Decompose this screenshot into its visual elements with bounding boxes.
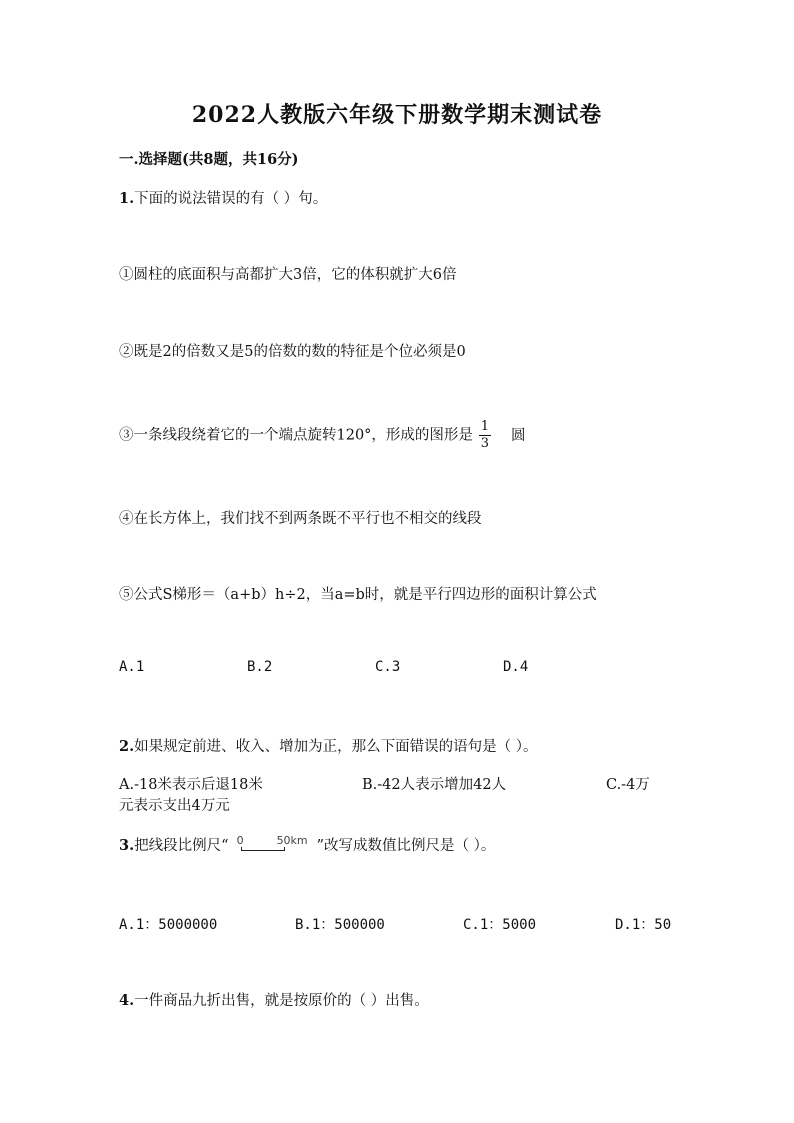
question-1-statement-1: ①圆柱的底面积与高都扩大3倍，它的体积就扩大6倍	[119, 267, 457, 283]
question-3-option-d[interactable]: D.1：50	[615, 917, 672, 933]
question-4-number: 4.	[119, 992, 135, 1009]
line-scale-figure	[231, 833, 315, 859]
question-2-text: 如果规定前进、收入、增加为正，那么下面错误的语句是（ ）。	[134, 739, 538, 755]
fraction-numerator: 1	[480, 419, 490, 434]
fraction-denominator: 3	[480, 436, 490, 451]
question-1-option-d[interactable]: D.4	[503, 659, 529, 675]
section-heading: 一.选择题(共8题，共16分)	[119, 151, 299, 168]
scale-tick-end	[284, 847, 285, 851]
scale-line	[241, 850, 285, 851]
question-1-statement-4: ④在长方体上，我们找不到两条既不平行也不相交的线段	[119, 511, 482, 527]
fraction-one-third	[479, 420, 491, 451]
statement-3-text: ③一条线段绕着它的一个端点旋转120°，形成的图形是	[119, 427, 473, 444]
question-1-text: 下面的说法错误的有（ ）句。	[134, 191, 328, 207]
question-1-number: 1.	[119, 190, 135, 207]
question-1-statement-3	[119, 420, 525, 451]
question-3-stem	[119, 833, 495, 859]
question-2-option-b[interactable]: B.-42人表示增加42人	[362, 777, 507, 793]
scale-end-label: 50km	[276, 834, 308, 847]
question-3-text-after: ”改写成数值比例尺是（ ）。	[316, 838, 496, 854]
question-1-stem	[119, 187, 327, 208]
question-2-option-c[interactable]: C.-4万	[606, 777, 650, 793]
question-4-text: 一件商品九折出售，就是按原价的（ ）出售。	[134, 993, 429, 1009]
question-3-option-b[interactable]: B.1：500000	[295, 917, 385, 933]
question-3-option-c[interactable]: C.1：5000	[463, 917, 537, 933]
question-4-stem	[119, 989, 429, 1010]
question-1-statement-5: ⑤公式S梯形＝（a+b）h÷2，当a=b时，就是平行四边形的面积计算公式	[119, 587, 597, 603]
page-title: 2022人教版六年级下册数学期末测试卷	[191, 102, 603, 128]
question-2-option-a[interactable]: A.-18米表示后退18米	[119, 777, 263, 793]
question-3-text-before: 把线段比例尺“	[134, 838, 229, 854]
scale-tick-start	[241, 847, 242, 851]
question-3-number: 3.	[119, 837, 135, 854]
question-1-option-c[interactable]: C.3	[375, 659, 401, 675]
question-1-option-b[interactable]: B.2	[247, 659, 273, 675]
question-2-option-c-continued: 元表示支出4万元	[119, 798, 230, 814]
question-1-option-a[interactable]: A.1	[119, 659, 145, 675]
scale-zero-label: 0	[236, 834, 244, 847]
question-3-option-a[interactable]: A.1：5000000	[119, 917, 218, 933]
question-2-number: 2.	[119, 738, 135, 755]
question-2-stem	[119, 735, 538, 756]
question-1-statement-2: ②既是2的倍数又是5的倍数的数的特征是个位必须是0	[119, 344, 466, 360]
statement-3-suffix: 圆	[510, 427, 526, 444]
